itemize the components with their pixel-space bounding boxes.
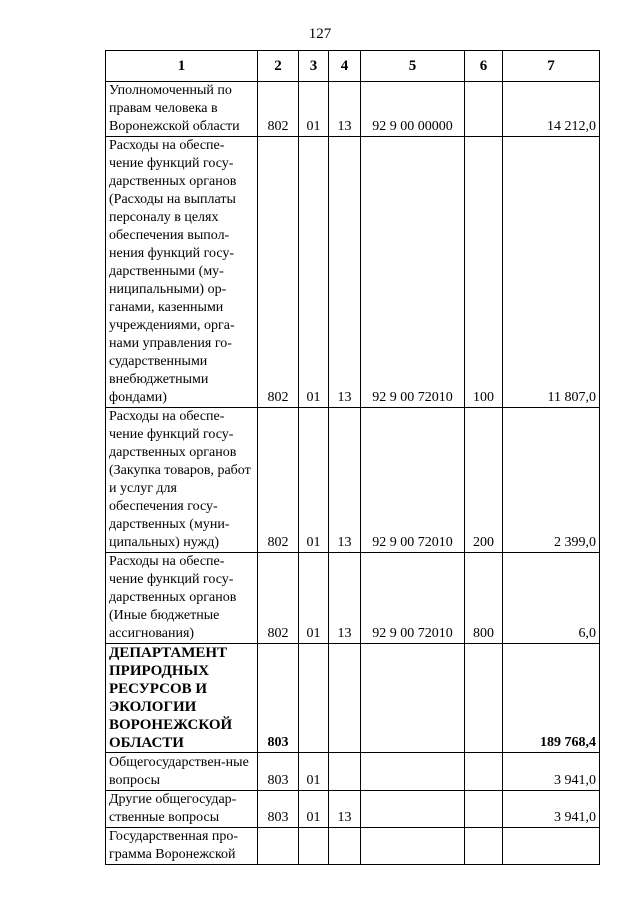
- col-header-3: 3: [299, 51, 329, 82]
- row-ministry-code: 803: [258, 644, 299, 753]
- row-amount: 2 399,0: [503, 408, 600, 553]
- row-name: Расходы на обеспе-чение функций госу-дарственных органов (Расходы на выплаты персоналу в целях обеспечения выпол-нения функций госу-дарственными (му-ниципальными) ор-ганами, казенными учреждениями, орга-нами управления го-сударственными внебюджетными фондами): [106, 137, 258, 408]
- row-subsection-code: [329, 753, 361, 791]
- row-name: Уполномоченный по правам человека в Воронежской области: [106, 82, 258, 137]
- row-name: ДЕПАРТАМЕНТ ПРИРОДНЫХ РЕСУРСОВ И ЭКОЛОГИИ ВОРОНЕЖСКОЙ ОБЛАСТИ: [106, 644, 258, 753]
- col-header-6: 6: [465, 51, 503, 82]
- row-expense-type: [465, 644, 503, 753]
- table-row: [106, 82, 600, 137]
- row-expense-type: 200: [465, 408, 503, 553]
- row-section-code: 01: [299, 753, 329, 791]
- table-row: [106, 828, 600, 865]
- row-amount: 3 941,0: [503, 791, 600, 828]
- row-subsection-code: 13: [329, 82, 361, 137]
- table-row: [106, 408, 600, 553]
- row-subsection-code: 13: [329, 137, 361, 408]
- row-section-code: [299, 644, 329, 753]
- row-expense-type: [465, 753, 503, 791]
- row-target-code: 92 9 00 72010: [361, 553, 465, 644]
- row-ministry-code: 802: [258, 408, 299, 553]
- row-target-code: [361, 753, 465, 791]
- col-header-4: 4: [329, 51, 361, 82]
- table-row: [106, 791, 600, 828]
- row-ministry-code: 802: [258, 137, 299, 408]
- row-amount: [503, 828, 600, 865]
- row-amount: 11 807,0: [503, 137, 600, 408]
- row-section-code: 01: [299, 791, 329, 828]
- page-number: 127: [308, 26, 332, 42]
- row-target-code: 92 9 00 00000: [361, 82, 465, 137]
- row-expense-type: [465, 828, 503, 865]
- row-section-code: [299, 828, 329, 865]
- col-header-5: 5: [361, 51, 465, 82]
- row-expense-type: [465, 791, 503, 828]
- row-subsection-code: 13: [329, 553, 361, 644]
- row-section-code: 01: [299, 553, 329, 644]
- row-expense-type: 800: [465, 553, 503, 644]
- row-name: Общегосударствен-ные вопросы: [106, 753, 258, 791]
- row-target-code: [361, 791, 465, 828]
- row-amount: 3 941,0: [503, 753, 600, 791]
- header-row: [106, 51, 600, 82]
- row-amount: 14 212,0: [503, 82, 600, 137]
- row-target-code: 92 9 00 72010: [361, 137, 465, 408]
- row-subsection-code: 13: [329, 408, 361, 553]
- row-ministry-code: [258, 828, 299, 865]
- row-expense-type: 100: [465, 137, 503, 408]
- col-header-7: 7: [503, 51, 600, 82]
- row-name: Государственная про-грамма Воронежской: [106, 828, 258, 865]
- table-row: [106, 753, 600, 791]
- row-amount: 189 768,4: [503, 644, 600, 753]
- row-amount: 6,0: [503, 553, 600, 644]
- table-row: [106, 553, 600, 644]
- row-ministry-code: 802: [258, 82, 299, 137]
- row-ministry-code: 802: [258, 553, 299, 644]
- row-subsection-code: 13: [329, 791, 361, 828]
- row-target-code: 92 9 00 72010: [361, 408, 465, 553]
- row-subsection-code: [329, 828, 361, 865]
- row-section-code: 01: [299, 137, 329, 408]
- col-header-1: 1: [106, 51, 258, 82]
- row-expense-type: [465, 82, 503, 137]
- budget-table: [105, 50, 600, 865]
- row-subsection-code: [329, 644, 361, 753]
- row-section-code: 01: [299, 408, 329, 553]
- table-row: [106, 644, 600, 753]
- row-section-code: 01: [299, 82, 329, 137]
- row-name: Расходы на обеспе-чение функций госу-дарственных органов (Иные бюджетные ассигнования): [106, 553, 258, 644]
- row-target-code: [361, 644, 465, 753]
- row-ministry-code: 803: [258, 753, 299, 791]
- row-ministry-code: 803: [258, 791, 299, 828]
- row-name: Другие общегосудар-ственные вопросы: [106, 791, 258, 828]
- row-target-code: [361, 828, 465, 865]
- table-row: [106, 137, 600, 408]
- row-name: Расходы на обеспе-чение функций госу-дарственных органов (Закупка товаров, работ и услуг для обеспечения госу-дарственных (муни-ципальных) нужд): [106, 408, 258, 553]
- col-header-2: 2: [258, 51, 299, 82]
